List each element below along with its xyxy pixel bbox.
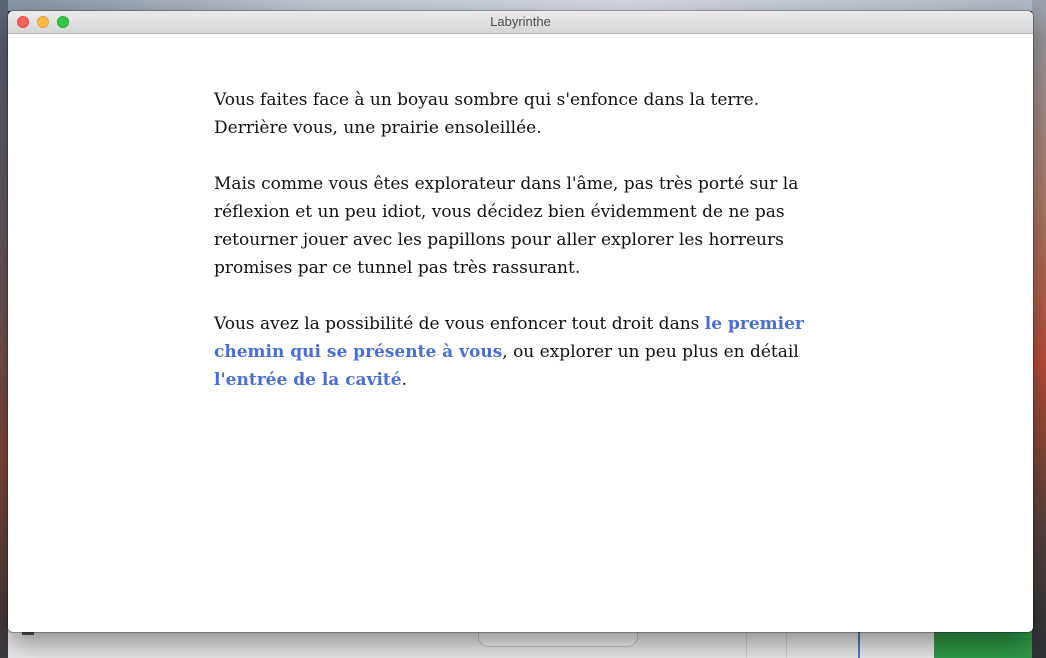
choice-text-middle: , ou explorer un peu plus en détail [502,342,799,362]
desktop-background-right [1032,0,1046,658]
choice-link-first-path[interactable]: le premier chemin qui se présente à vous [214,314,804,362]
choice-text-before: Vous avez la possibilité de vous enfoncer tout droit dans [214,314,705,334]
desktop-background-left [0,0,8,658]
story-paragraph-3 [214,310,834,394]
story-content [214,86,834,422]
app-window [8,11,1033,632]
story-paragraph-1: Vous faites face à un boyau sombre qui s'enfonce dans la terre. Derrière vous, une prairie ensoleillée. [214,90,760,138]
window-title: Labyrinthe [490,14,551,29]
desktop-background-top [0,0,1046,11]
choice-text-after: . [401,370,407,390]
choice-link-cave-entrance[interactable]: l'entrée de la cavité [214,370,402,390]
story-paragraph-2: Mais comme vous êtes explorateur dans l'âme, pas très porté sur la réflexion et un peu idiot, vous décidez bien évidemment de ne pas retourner jouer avec les papillons pour aller explorer les horreurs promises par ce tunnel pas très rassurant. [214,174,799,278]
title-bar[interactable] [8,11,1033,34]
